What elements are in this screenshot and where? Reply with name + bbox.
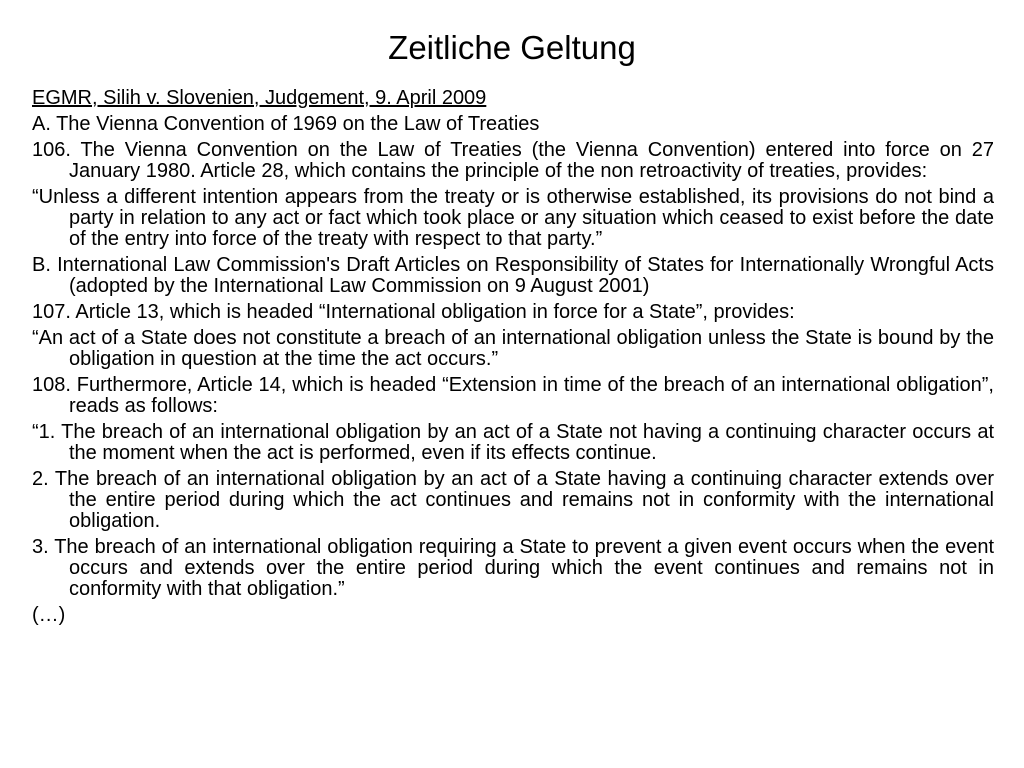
quote-article-14-part-1: “1. The breach of an international obligation by an act of a State not having a continuing character occurs at the moment when the act is performed, even if its effects continue. [32, 421, 994, 464]
quote-article-14-part-3: 3. The breach of an international obligation requiring a State to prevent a given event occurs when the event occurs and extends over the entire period during which the event continues and remains not in conformity with that obligation.” [32, 536, 994, 600]
paragraph-106: 106. The Vienna Convention on the Law of Treaties (the Vienna Convention) entered into force on 27 January 1980. Article 28, which contains the principle of the non retroactivity of treaties, provides: [32, 139, 994, 182]
quote-article-14-part-2: 2. The breach of an international obligation by an act of a State having a continuing character extends over the entire period during which the act continues and remains not in conformity with the international obligation. [32, 468, 994, 532]
slide-content [32, 88, 994, 631]
section-a-heading: A. The Vienna Convention of 1969 on the Law of Treaties [32, 113, 540, 135]
ellipsis: (…) [32, 604, 66, 626]
quote-article-13: “An act of a State does not constitute a breach of an international obligation unless the State is bound by the obligation in question at the time the act occurs.” [32, 327, 994, 370]
case-heading: EGMR, Silih v. Slovenien, Judgement, 9. April 2009 [32, 87, 487, 109]
paragraph-107: 107. Article 13, which is headed “International obligation in force for a State”, provides: [32, 301, 795, 323]
paragraph-108: 108. Furthermore, Article 14, which is headed “Extension in time of the breach of an international obligation”, reads as follows: [32, 374, 994, 417]
quote-article-28: “Unless a different intention appears from the treaty or is otherwise established, its provisions do not bind a party in relation to any act or fact which took place or any situation which ceased to exist before the date of the entry into force of the treaty with respect to that party.” [32, 186, 994, 250]
slide-title: Zeitliche Geltung [388, 29, 636, 66]
section-b-heading: B. International Law Commission's Draft Articles on Responsibility of States for Internationally Wrongful Acts (adopted by the International Law Commission on 9 August 2001) [32, 254, 994, 297]
